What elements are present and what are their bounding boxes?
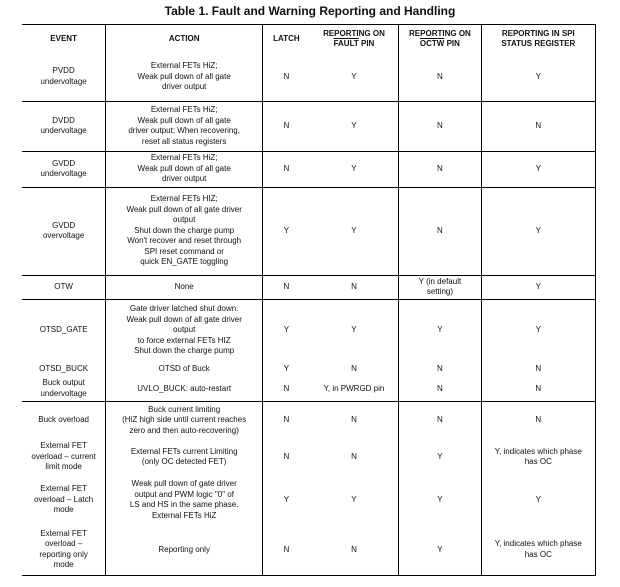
fault-pin-cell: Y — [310, 101, 399, 151]
action-cell-line: to force external FETs HIZ — [137, 335, 231, 345]
action-cell-line: None — [174, 281, 194, 291]
action-cell-line: Buck current limiting — [148, 404, 221, 414]
event-cell-line: mode — [53, 560, 74, 570]
spi-status-cell: N — [481, 401, 595, 439]
spi-status-cell: Y — [481, 475, 595, 525]
event-cell-line: overload – — [44, 539, 83, 549]
header-octw-line2 — [401, 39, 478, 49]
event-cell-line: OTSD_GATE — [39, 325, 88, 334]
action-cell — [106, 525, 263, 575]
header-spi-line1: REPORTING IN SPI — [501, 29, 575, 38]
spi-status-cell: Y — [481, 53, 595, 101]
event-cell-line: GVDD — [52, 158, 76, 168]
fault-warning-table — [22, 24, 596, 576]
octw-pin-cell — [399, 275, 481, 299]
table-row — [22, 475, 596, 525]
latch-cell: N — [263, 53, 310, 101]
action-cell — [106, 101, 263, 151]
table-row — [22, 151, 596, 187]
fault-pin-cell: N — [310, 275, 399, 299]
action-cell-line: Reporting only — [158, 544, 210, 554]
event-cell-line: GVDD — [52, 220, 76, 230]
action-cell — [106, 151, 263, 187]
action-cell — [106, 275, 263, 299]
action-cell-line: LS and HS in the same phase. — [129, 500, 239, 509]
event-cell-line: undervoltage — [40, 126, 87, 135]
table-row — [22, 101, 596, 151]
header-spi-status — [481, 25, 595, 54]
event-cell — [22, 401, 106, 439]
spi-status-cell: N — [481, 361, 595, 377]
action-cell-line: External FETs HIZ; — [150, 194, 218, 204]
header-fault-line1: REPORTING ON — [323, 29, 385, 38]
event-cell — [22, 275, 106, 299]
action-cell-line: quick EN_GATE toggling — [140, 257, 229, 267]
header-octw-signal: OCTW — [419, 39, 445, 48]
event-cell-line: External FET — [40, 528, 87, 538]
latch-cell: Y — [263, 187, 310, 275]
spi-status-cell-line: Y, indicates which phase — [494, 539, 582, 549]
header-row — [22, 25, 596, 54]
action-cell — [106, 299, 263, 361]
header-action: ACTION — [106, 25, 263, 54]
action-cell-line: External FETs HiZ; — [150, 105, 218, 114]
event-cell — [22, 53, 106, 101]
action-cell-line: External FETs HiZ — [151, 510, 217, 520]
table-row — [22, 275, 596, 299]
spi-status-cell-line: has OC — [524, 549, 552, 559]
octw-pin-cell: N — [399, 101, 481, 151]
latch-cell: N — [263, 101, 310, 151]
table-row — [22, 377, 596, 401]
action-cell-line: External FETs HiZ; — [150, 61, 218, 70]
octw-pin-cell: N — [399, 187, 481, 275]
action-cell-line: Weak pull down of all gate driver — [126, 314, 242, 324]
action-cell-line: Weak pull down of all gate — [137, 163, 231, 173]
latch-cell: Y — [283, 325, 290, 334]
event-cell-line: limit mode — [45, 462, 82, 472]
event-cell-line: undervoltage — [40, 76, 87, 86]
octw-pin-cell: Y — [399, 439, 481, 475]
action-cell-line: driver output — [161, 174, 207, 184]
action-cell-line: Weak pull down of gate driver — [131, 479, 237, 488]
fault-pin-cell: N — [310, 361, 399, 377]
event-cell — [22, 101, 106, 151]
spi-status-cell: N — [481, 377, 595, 401]
latch-cell: N — [263, 525, 310, 575]
octw-pin-cell: N — [399, 361, 481, 377]
spi-status-cell: Y — [481, 275, 595, 299]
event-cell — [22, 361, 106, 377]
event-cell-line: undervoltage — [40, 388, 87, 398]
event-cell-line: overload – Latch — [34, 494, 94, 504]
octw-pin-cell: N — [399, 377, 481, 401]
action-cell-line: output — [173, 215, 196, 225]
latch-cell: N — [283, 451, 290, 461]
action-cell-line: reset all status registers — [141, 136, 227, 146]
latch-cell: N — [263, 151, 310, 187]
event-cell-line: reporting only — [39, 549, 88, 559]
spi-status-cell-line: Y, indicates which phase — [494, 446, 582, 456]
action-cell — [106, 401, 263, 439]
header-octw-pin-word: PIN — [444, 39, 460, 48]
action-cell-line: Weak pull down of all gate — [137, 115, 231, 125]
action-cell-line: (HiZ high side until current reaches — [122, 415, 247, 424]
action-cell-line: Shut down the charge pump — [134, 225, 235, 235]
event-cell-line: PVDD — [52, 66, 75, 76]
header-fault-pin-word: PIN — [358, 39, 375, 48]
table-row — [22, 187, 596, 275]
spi-status-cell: N — [481, 101, 595, 151]
event-cell-line: OTW — [54, 281, 73, 291]
event-cell-line: External FET — [40, 441, 87, 451]
action-cell-line: UVLO_BUCK: auto-restart — [137, 383, 232, 393]
octw-pin-cell-line: Y (in default — [418, 276, 462, 286]
action-cell-line: OTSD of Buck — [158, 363, 210, 373]
header-event: EVENT — [22, 25, 106, 54]
action-cell-line: (only OC detected FET) — [141, 457, 227, 466]
action-cell-line: Gate driver latched shut down. — [129, 304, 239, 313]
table-row — [22, 299, 596, 361]
action-cell — [106, 187, 263, 275]
event-cell — [22, 151, 106, 187]
latch-cell: N — [283, 415, 290, 424]
action-cell-line: output and PWM logic "0" of — [134, 489, 234, 499]
action-cell-line: External FETs current Limiting — [130, 446, 238, 456]
latch-cell: Y — [283, 494, 290, 504]
fault-pin-cell: Y — [310, 475, 399, 525]
octw-pin-cell: Y — [399, 475, 481, 525]
action-cell-line: Won't recover and reset through — [127, 236, 242, 246]
event-cell — [22, 187, 106, 275]
event-cell-line: undervoltage — [40, 169, 87, 178]
event-cell — [22, 377, 106, 401]
event-cell — [22, 475, 106, 525]
event-cell-line: External FET — [40, 484, 87, 494]
octw-pin-cell: N — [399, 151, 481, 187]
header-latch: LATCH — [263, 25, 310, 54]
event-cell-line: mode — [53, 505, 74, 515]
octw-pin-cell: Y — [399, 299, 481, 361]
action-cell — [106, 53, 263, 101]
spi-status-cell — [481, 525, 595, 575]
action-cell-line: driver output — [161, 82, 207, 91]
fault-pin-cell: Y — [310, 187, 399, 275]
fault-pin-cell: N — [310, 439, 399, 475]
event-cell-line: Buck overload — [38, 415, 89, 424]
event-cell-line: overload – current — [31, 451, 96, 461]
spi-status-cell: Y — [481, 299, 595, 361]
action-cell-line: SPI reset command or — [144, 246, 224, 256]
fault-pin-cell: N — [310, 401, 399, 439]
action-cell-line: Weak pull down of all gate driver — [126, 204, 242, 214]
table-row — [22, 53, 596, 101]
action-cell-line: Weak pull down of all gate — [137, 71, 231, 81]
action-cell-line: zero and then auto-recovering) — [129, 425, 239, 435]
event-cell — [22, 525, 106, 575]
header-spi-line2: STATUS REGISTER — [501, 39, 576, 48]
event-cell-line: DVDD — [52, 115, 75, 125]
action-cell — [106, 439, 263, 475]
table-row — [22, 361, 596, 377]
action-cell-line: driver output; When recovering, — [128, 126, 240, 135]
header-fault-signal: FAULT — [333, 39, 359, 48]
spi-status-cell: Y — [481, 187, 595, 275]
header-fault-pin — [310, 25, 399, 54]
spi-status-cell-line: has OC — [524, 457, 552, 466]
header-octw-line1: REPORTING ON — [409, 29, 471, 38]
action-cell-line: output — [173, 325, 196, 334]
octw-pin-cell: N — [399, 401, 481, 439]
action-cell-line: External FETs HiZ; — [150, 153, 218, 163]
event-cell-line: Buck output — [42, 378, 85, 388]
octw-pin-cell-line: setting) — [426, 287, 454, 296]
fault-pin-cell: Y, in PWRGD pin — [310, 377, 399, 401]
fault-pin-cell: Y — [310, 299, 399, 361]
fault-pin-cell: Y — [310, 53, 399, 101]
latch-cell: Y — [283, 363, 290, 373]
octw-pin-cell: N — [399, 53, 481, 101]
latch-cell: N — [263, 377, 310, 401]
table-row — [22, 525, 596, 575]
event-cell-line: OTSD_BUCK — [39, 363, 89, 373]
action-cell — [106, 377, 263, 401]
event-cell-line: overvoltage — [42, 231, 85, 240]
table-row — [22, 439, 596, 475]
event-cell — [22, 299, 106, 361]
header-fault-line2 — [312, 39, 397, 49]
fault-pin-cell: Y — [310, 151, 399, 187]
action-cell-line: Shut down the charge pump — [134, 346, 235, 355]
spi-status-cell — [481, 439, 595, 475]
latch-cell: N — [263, 275, 310, 299]
spi-status-cell: Y — [481, 151, 595, 187]
action-cell — [106, 361, 263, 377]
fault-pin-cell: N — [310, 525, 399, 575]
table-title: Table 1. Fault and Warning Reporting and Handling — [164, 4, 456, 18]
octw-pin-cell: Y — [399, 525, 481, 575]
event-cell — [22, 439, 106, 475]
action-cell — [106, 475, 263, 525]
header-octw-pin — [399, 25, 481, 54]
table-row — [22, 401, 596, 439]
